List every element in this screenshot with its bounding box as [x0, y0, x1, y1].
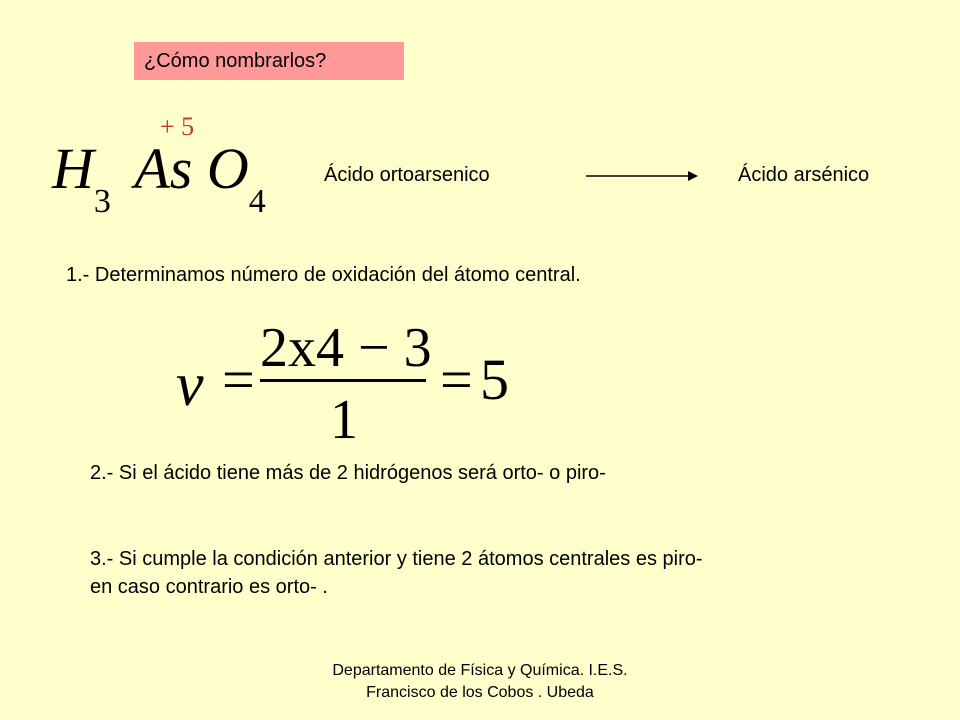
equation-equals-sign-2: = [440, 347, 473, 412]
footer-credit: Departamento de Física y Química. I.E.S. Francisco de los Cobos . Ubeda [332, 662, 628, 701]
formula-oxygen: O [206, 136, 249, 201]
formula-hydrogen-subscript: 3 [93, 183, 111, 220]
traditional-name: Ácido ortoarsenico [324, 164, 490, 186]
equation-variable: v [176, 351, 204, 419]
step-2-text: 2.- Si el ácido tiene más de 2 hidrógenos será orto- o piro- [90, 462, 606, 484]
formula-hydrogen: H [52, 136, 94, 201]
step-3-text-line-1: 3.- Si cumple la condición anterior y tiene 2 átomos centrales es piro- [90, 548, 703, 570]
equation-result: 5 [480, 347, 509, 412]
right-arrow-icon [586, 168, 698, 184]
equation-fraction-bar [260, 379, 426, 382]
formula-arsenic: As [134, 136, 193, 201]
equation-numerator: 2x4 − 3 [260, 317, 432, 379]
chemical-formula [52, 136, 276, 220]
equation-equals-sign: = [222, 347, 255, 412]
slide-title: ¿Cómo nombrarlos? [144, 50, 327, 72]
step-3-text-line-2: en caso contrario es orto- . [90, 576, 328, 598]
equation-denominator: 1 [330, 389, 358, 451]
oxidation-state-label: + 5 [160, 112, 195, 141]
formula-oxygen-subscript: 4 [248, 183, 266, 220]
step-1-text: 1.- Determinamos número de oxidación del átomo central. [66, 264, 581, 286]
current-name: Ácido arsénico [738, 164, 870, 186]
slide-title-box [134, 42, 404, 80]
